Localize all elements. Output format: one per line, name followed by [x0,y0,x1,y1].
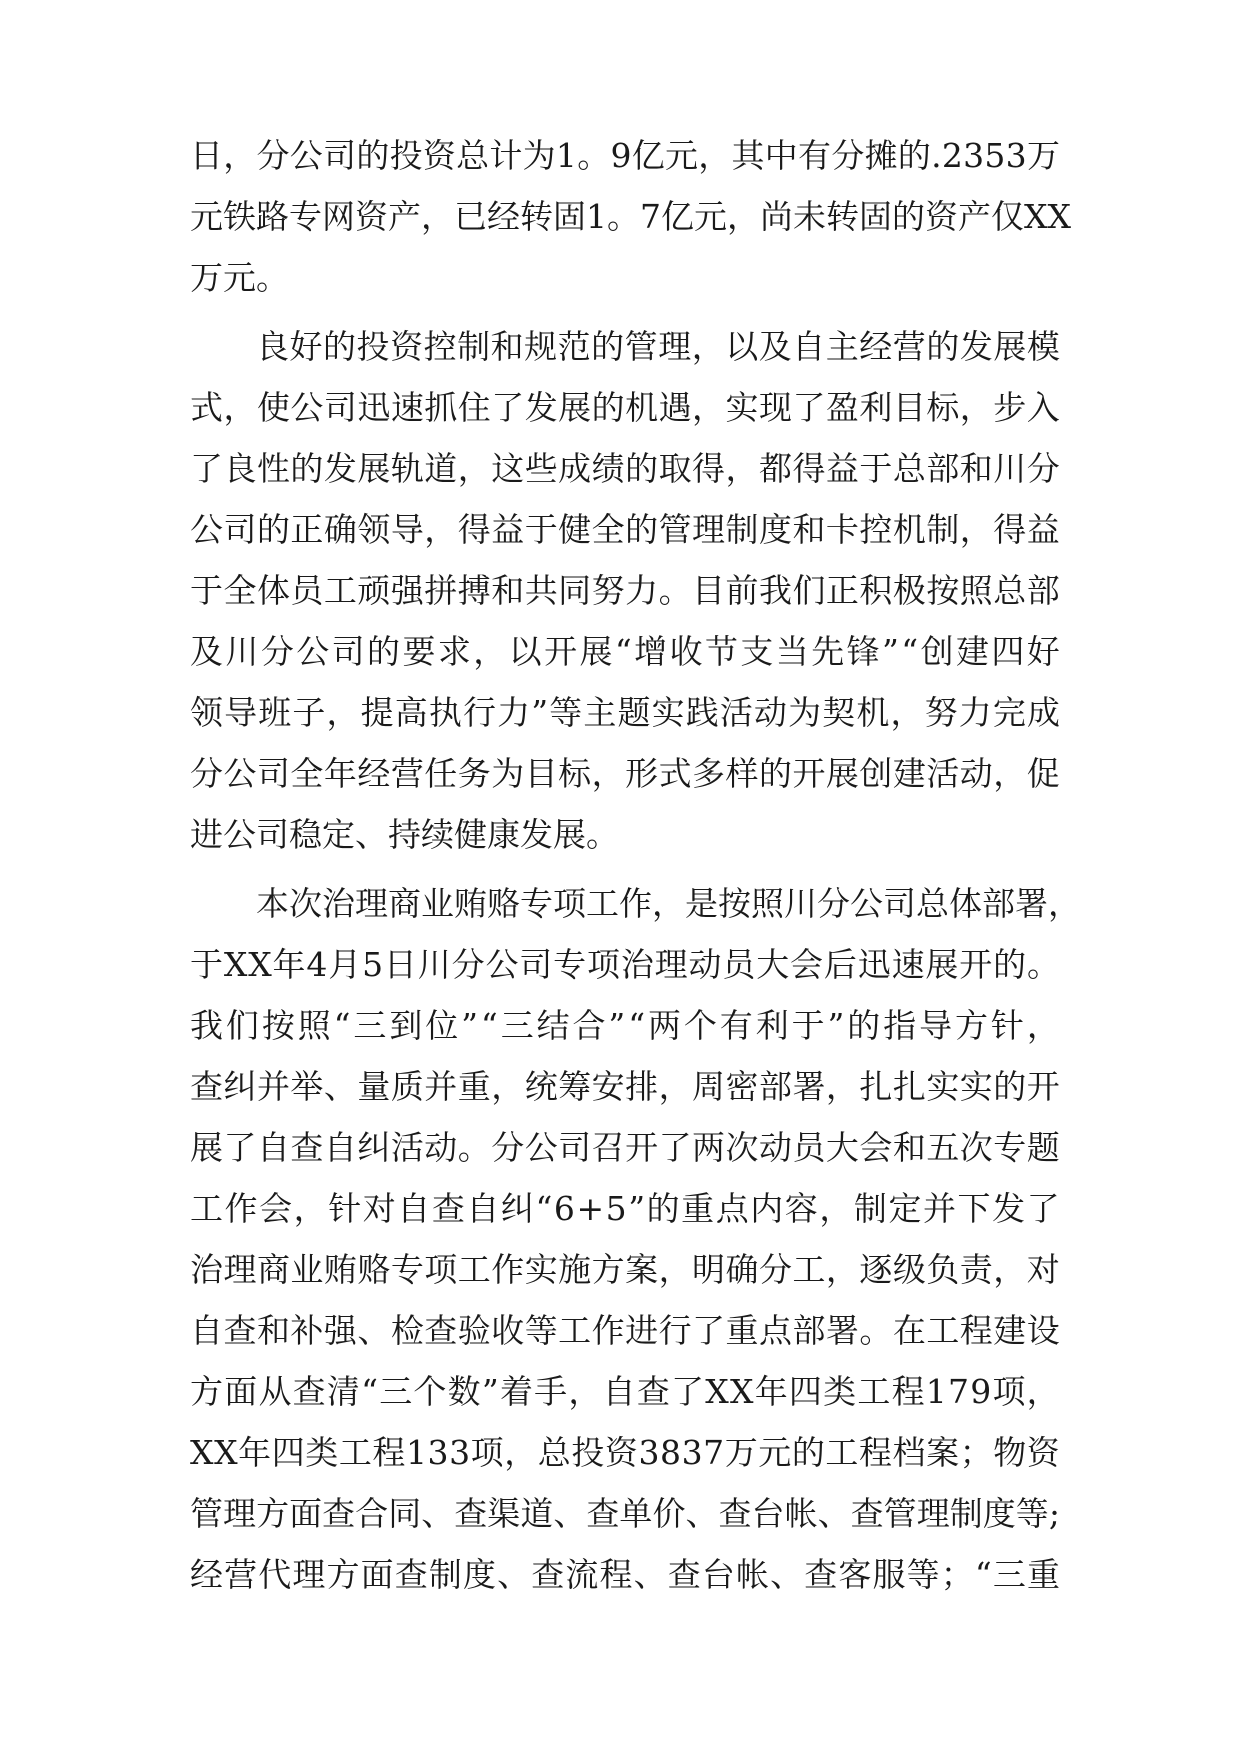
text-line: 了 良 性 的 发 展 轨 道 ， 这 些 成 绩 的 取 得 ， 都 得 益 于 总 部 和 川 分 [190,449,1060,488]
text-line: 分 公 司 全 年 经 营 任 务 为 目 标 ， 形 式 多 样 的 开 展 创 建 活 动 ， 促 [190,754,1060,793]
text-line: 工 作 会 ， 针 对 自 查 自 纠 “ 6 + 5 ” 的 重 点 内 容 ， 制 定 并 下 发 了 [190,1189,1060,1228]
text-line: 万元。 [190,258,289,297]
text-line: 自 查 和 补 强 、 检 查 验 收 等 工 作 进 行 了 重 点 部 署 。 在 工 程 建 设 [190,1311,1060,1350]
text-line: 治 理 商 业 贿 赂 专 项 工 作 实 施 方 案 ， 明 确 分 工 ， 逐 级 负 责 ， 对 [190,1250,1060,1289]
text-line: 领 导 班 子 ， 提 高 执 行 力 ” 等 主 题 实 践 活 动 为 契 机 ， 努 力 完 成 [190,693,1060,732]
text-line: 我 们 按 照 “ 三 到 位 ” “ 三 结 合 ” “ 两 个 有 利 于 ” 的 指 导 方 针 ， [190,1006,1060,1045]
text-line: X X 年 四 类 工 程 1 3 3 项 ， 总 投 资 3 8 3 7 万 元 的 工 程 档 案 ； 物 资 [190,1433,1060,1472]
text-line: 及 川 分 公 司 的 要 求 ， 以 开 展 “ 增 收 节 支 当 先 锋 ” “ 创 建 四 好 [190,632,1060,671]
text-line: 良 好 的 投 资 控 制 和 规 范 的 管 理 ， 以 及 自 主 经 营 的 发 展 模 [256,327,1060,366]
text-line: 于 全 体 员 工 顽 强 拼 搏 和 共 同 努 力 。 目 前 我 们 正 积 极 按 照 总 部 [190,571,1060,610]
text-line: 方 面 从 查 清 “ 三 个 数 ” 着 手 ， 自 查 了 X X 年 四 类 工 程 1 7 9 项 ， [190,1372,1060,1411]
document-body [190,125,1081,1605]
text-line: 进公司稳定、持续健康发展。 [190,815,619,854]
text-line: 本 次 治 理 商 业 贿 赂 专 项 工 作 ， 是 按 照 川 分 公 司 总 体 部 署 ， [256,884,1081,923]
text-line: 式 ， 使 公 司 迅 速 抓 住 了 发 展 的 机 遇 ， 实 现 了 盈 利 目 标 ， 步 入 [190,388,1060,427]
text-line: 日 ， 分 公 司 的 投 资 总 计 为 1 。 9 亿 元 ， 其 中 有 分 摊 的 . 2 3 5 3 万 [190,136,1060,175]
text-line: 展 了 自 查 自 纠 活 动 。 分 公 司 召 开 了 两 次 动 员 大 会 和 五 次 专 题 [190,1128,1060,1167]
text-line: 于 X X 年 4 月 5 日 川 分 公 司 专 项 治 理 动 员 大 会 后 迅 速 展 开 的 。 [190,945,1060,984]
text-line: 查 纠 并 举 、 量 质 并 重 ， 统 筹 安 排 ， 周 密 部 署 ， 扎 扎 实 实 的 开 [190,1067,1060,1106]
text-line: 元 铁 路 专 网 资 产 ， 已 经 转 固 1 。 7 亿 元 ， 尚 未 转 固 的 资 产 仅 X X [190,197,1071,236]
text-line: 管 理 方 面 查 合 同 、 查 渠 道 、 查 单 价 、 查 台 帐 、 查 管 理 制 度 等 ; [190,1494,1060,1533]
text-line: 公 司 的 正 确 领 导 ， 得 益 于 健 全 的 管 理 制 度 和 卡 控 机 制 ， 得 益 [190,510,1060,549]
text-line: 经 营 代 理 方 面 查 制 度 、 查 流 程 、 查 台 帐 、 查 客 服 等 ； “ 三 重 [190,1555,1060,1594]
